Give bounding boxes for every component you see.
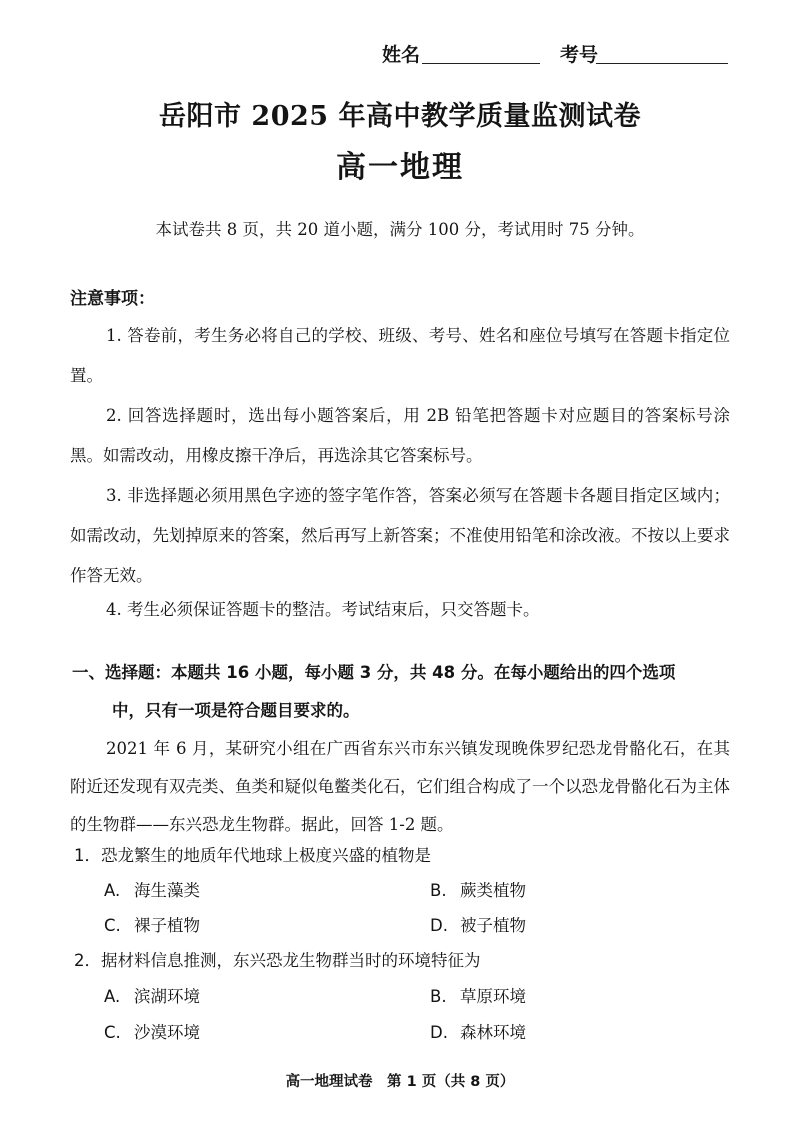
exam-info: 本试卷共 8 页，共 20 道小题，满分 100 分，考试用时 75 分钟。 (155, 220, 645, 239)
option-text: 海生藻类 (134, 881, 200, 900)
option-text: 沙漠环境 (134, 1023, 200, 1042)
question-1-option-b[interactable] (430, 877, 526, 901)
notice-item-2: 2. 回答选择题时，选出每小题答案后，用 2B 铅笔把答题卡对应题目的答案标号涂黑。如需改动，用橡皮擦干净后，再选涂其它答案标号。 (70, 406, 730, 465)
candidate-header (382, 40, 762, 70)
option-letter: D. (430, 1023, 448, 1042)
question-1-option-c[interactable] (104, 912, 200, 936)
option-text: 蕨类植物 (460, 881, 526, 900)
question-1-stem: 1．恐龙繁生的地质年代地球上极度兴盛的植物是 (74, 846, 431, 865)
option-text: 森林环境 (460, 1023, 526, 1042)
option-text: 裸子植物 (134, 916, 200, 935)
question-2-option-c[interactable] (104, 1019, 200, 1043)
option-letter: C. (104, 1023, 121, 1042)
exam-number-label: 考号 (560, 44, 599, 66)
section-heading-line-1: 一、选择题：本题共 16 小题，每小题 3 分，共 48 分。在每小题给出的四个选项 (72, 663, 676, 682)
option-letter: A. (104, 881, 121, 900)
question-2-option-a[interactable] (104, 983, 200, 1007)
exam-subject: 高一地理 (336, 150, 464, 185)
option-letter: B. (430, 987, 447, 1006)
section-heading-line-2: 中，只有一项是符合题目要求的。 (112, 701, 360, 720)
option-letter: A. (104, 987, 121, 1006)
name-label: 姓名 (382, 44, 421, 66)
question-1-option-a[interactable] (104, 877, 200, 901)
option-text: 草原环境 (460, 987, 526, 1006)
exam-number-blank[interactable] (596, 63, 728, 64)
section-heading (72, 654, 732, 730)
question-1-option-d[interactable] (430, 912, 526, 936)
option-letter: C. (104, 916, 121, 935)
page-footer: 高一地理试卷 第 1 页（共 8 页） (285, 1074, 515, 1090)
notice-item-1: 1. 答卷前，考生务必将自己的学校、班级、考号、姓名和座位号填写在答题卡指定位置。 (70, 326, 730, 385)
question-2-stem: 2．据材料信息推测，东兴恐龙生物群当时的环境特征为 (74, 951, 481, 970)
exam-title: 岳阳市 2025 年高中教学质量监测试卷 (159, 101, 641, 132)
notice-item-4: 4. 考生必须保证答题卡的整洁。考试结束后，只交答题卡。 (106, 600, 540, 619)
question-2-option-b[interactable] (430, 983, 526, 1007)
question-2-option-d[interactable] (430, 1019, 526, 1043)
name-blank[interactable] (422, 63, 540, 64)
option-text: 滨湖环境 (134, 987, 200, 1006)
reading-material: 2021 年 6 月，某研究小组在广西省东兴市东兴镇发现晚侏罗纪恐龙骨骼化石，在其附近还发现有双壳类、鱼类和疑似龟鳖类化石，它们组合构成了一个以恐龙骨骼化石为主体的生物群——东兴恐龙生物群。据此，回答 1-2 题。 (70, 739, 730, 834)
option-text: 被子植物 (460, 916, 526, 935)
option-letter: B. (430, 881, 447, 900)
option-letter: D. (430, 916, 448, 935)
notice-heading: 注意事项： (70, 289, 155, 309)
notice-item-3: 3. 非选择题必须用黑色字迹的签字笔作答，答案必须写在答题卡各题目指定区域内；如需改动，先划掉原来的答案，然后再写上新答案；不准使用铅笔和涂改液。不按以上要求作答无效。 (70, 486, 730, 585)
